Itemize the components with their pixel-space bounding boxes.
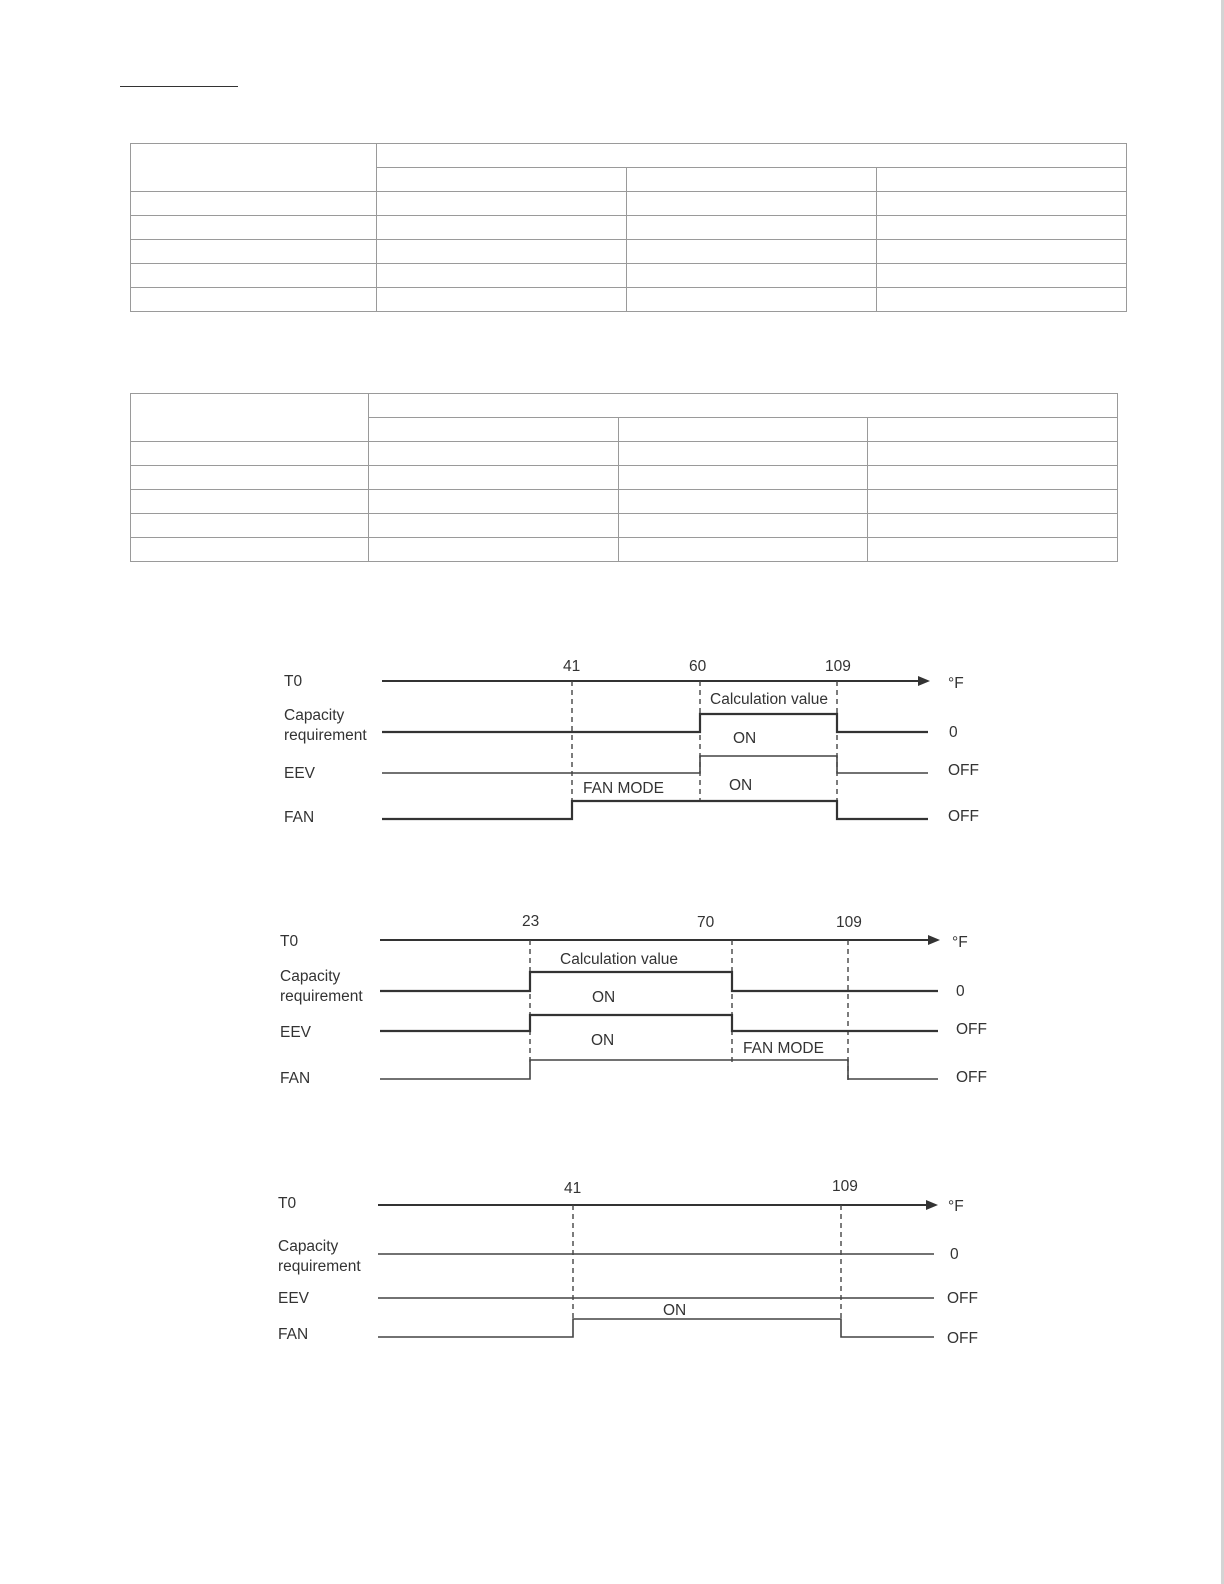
axis-label: T0 [278,1195,297,1212]
table-cell [131,466,369,490]
table-cell [627,192,877,216]
table-cell [369,442,619,466]
table-row [131,264,1127,288]
table-cell [131,264,377,288]
eev-signal [382,756,928,773]
table-cell [868,442,1118,466]
capacity-signal [382,714,928,732]
table-cell [369,394,1118,418]
tick-label: 70 [697,914,715,931]
row-label: EEV [284,765,316,782]
row-label: Capacity [278,1238,339,1255]
capacity-on-label: ON [733,730,757,747]
table-row [131,240,1127,264]
table-cell [619,466,868,490]
row-end-value: OFF [956,1069,987,1086]
table-row [131,288,1127,312]
row-end-value: OFF [956,1021,987,1038]
table-cell [377,264,627,288]
axis-unit: °F [948,1198,964,1215]
row-end-value: OFF [947,1290,978,1307]
table-cell [369,538,619,562]
table-cell [377,240,627,264]
table-cell [868,466,1118,490]
tick-label: 109 [832,1178,858,1195]
tick-label: 41 [564,1180,582,1197]
table-cell [868,490,1118,514]
tick-label: 23 [522,913,540,930]
axis-arrowhead [926,1200,938,1210]
table-cell [131,442,369,466]
table-cell [377,288,627,312]
row-end-value: 0 [950,1246,959,1263]
row-label: Capacity [284,707,345,724]
table-cell [377,168,627,192]
table-cell [369,490,619,514]
table-cell [627,240,877,264]
table-cell [619,490,868,514]
table-cell [868,538,1118,562]
table-cell [877,168,1127,192]
table-row [131,514,1118,538]
axis-unit: °F [952,934,968,951]
section-heading-underline [120,86,238,87]
table-cell [131,288,377,312]
timing-diagram-2 [270,905,1010,1095]
table-cell [877,192,1127,216]
axis-arrowhead [918,676,930,686]
fan-mode-label: FAN MODE [743,1040,824,1057]
capacity-signal [380,972,938,991]
timing-diagram-1 [270,650,1010,840]
row-end-value: OFF [947,1330,978,1347]
table-cell [619,538,868,562]
eev-signal [380,1015,938,1031]
table-row [131,216,1127,240]
table-cell [377,216,627,240]
table-cell [131,514,369,538]
tick-label: 109 [825,658,851,675]
row-end-value: OFF [948,762,979,779]
table-cell [131,192,377,216]
spec-table-1 [130,143,1127,312]
row-label: FAN [278,1326,309,1343]
row-label: Capacity [280,968,341,985]
axis-label: T0 [280,933,299,950]
table-cell [131,144,377,192]
capacity-on-label: ON [592,989,616,1006]
table-cell [868,418,1118,442]
table-cell [377,192,627,216]
axis-label: T0 [284,673,303,690]
table-cell [619,418,868,442]
row-label: EEV [280,1024,312,1041]
table-row [131,394,1118,418]
table-cell [619,514,868,538]
table-cell [131,216,377,240]
table-row [131,490,1118,514]
table-cell [627,168,877,192]
table-cell [131,538,369,562]
table-cell [627,288,877,312]
tick-label: 60 [689,658,707,675]
table-cell [131,394,369,442]
table-cell [877,288,1127,312]
table-row [131,442,1118,466]
table-cell [369,514,619,538]
tick-label: 41 [563,658,581,675]
timing-diagram-3 [270,1170,1010,1360]
tick-label: 109 [836,914,862,931]
table-row [131,466,1118,490]
table-row [131,192,1127,216]
row-label: EEV [278,1290,310,1307]
row-end-value: OFF [948,808,979,825]
row-label: requirement [284,727,367,744]
row-label: requirement [278,1258,361,1275]
fan-signal [378,1319,934,1337]
calculation-value-label: Calculation value [560,951,679,968]
calculation-value-label: Calculation value [710,691,829,708]
table-cell [627,264,877,288]
table-cell [868,514,1118,538]
table-row [131,144,1127,168]
fan-on-label: ON [663,1302,687,1319]
table-cell [369,466,619,490]
axis-unit: °F [948,675,964,692]
fan-signal [382,801,928,819]
row-end-value: 0 [949,724,958,741]
table-cell [627,216,877,240]
row-label: requirement [280,988,363,1005]
spec-table-2 [130,393,1118,562]
table-cell [131,490,369,514]
row-label: FAN [284,809,315,826]
table-cell [131,240,377,264]
eev-on-label: ON [729,777,753,794]
table-row [131,538,1118,562]
table-cell [877,216,1127,240]
table-cell [377,144,1127,168]
table-cell [877,240,1127,264]
table-cell [369,418,619,442]
table-cell [877,264,1127,288]
fan-mode-label: FAN MODE [583,780,664,797]
eev-on-label: ON [591,1032,615,1049]
row-end-value: 0 [956,983,965,1000]
fan-signal [380,1060,938,1079]
row-label: FAN [280,1070,311,1087]
axis-arrowhead [928,935,940,945]
table-cell [619,442,868,466]
